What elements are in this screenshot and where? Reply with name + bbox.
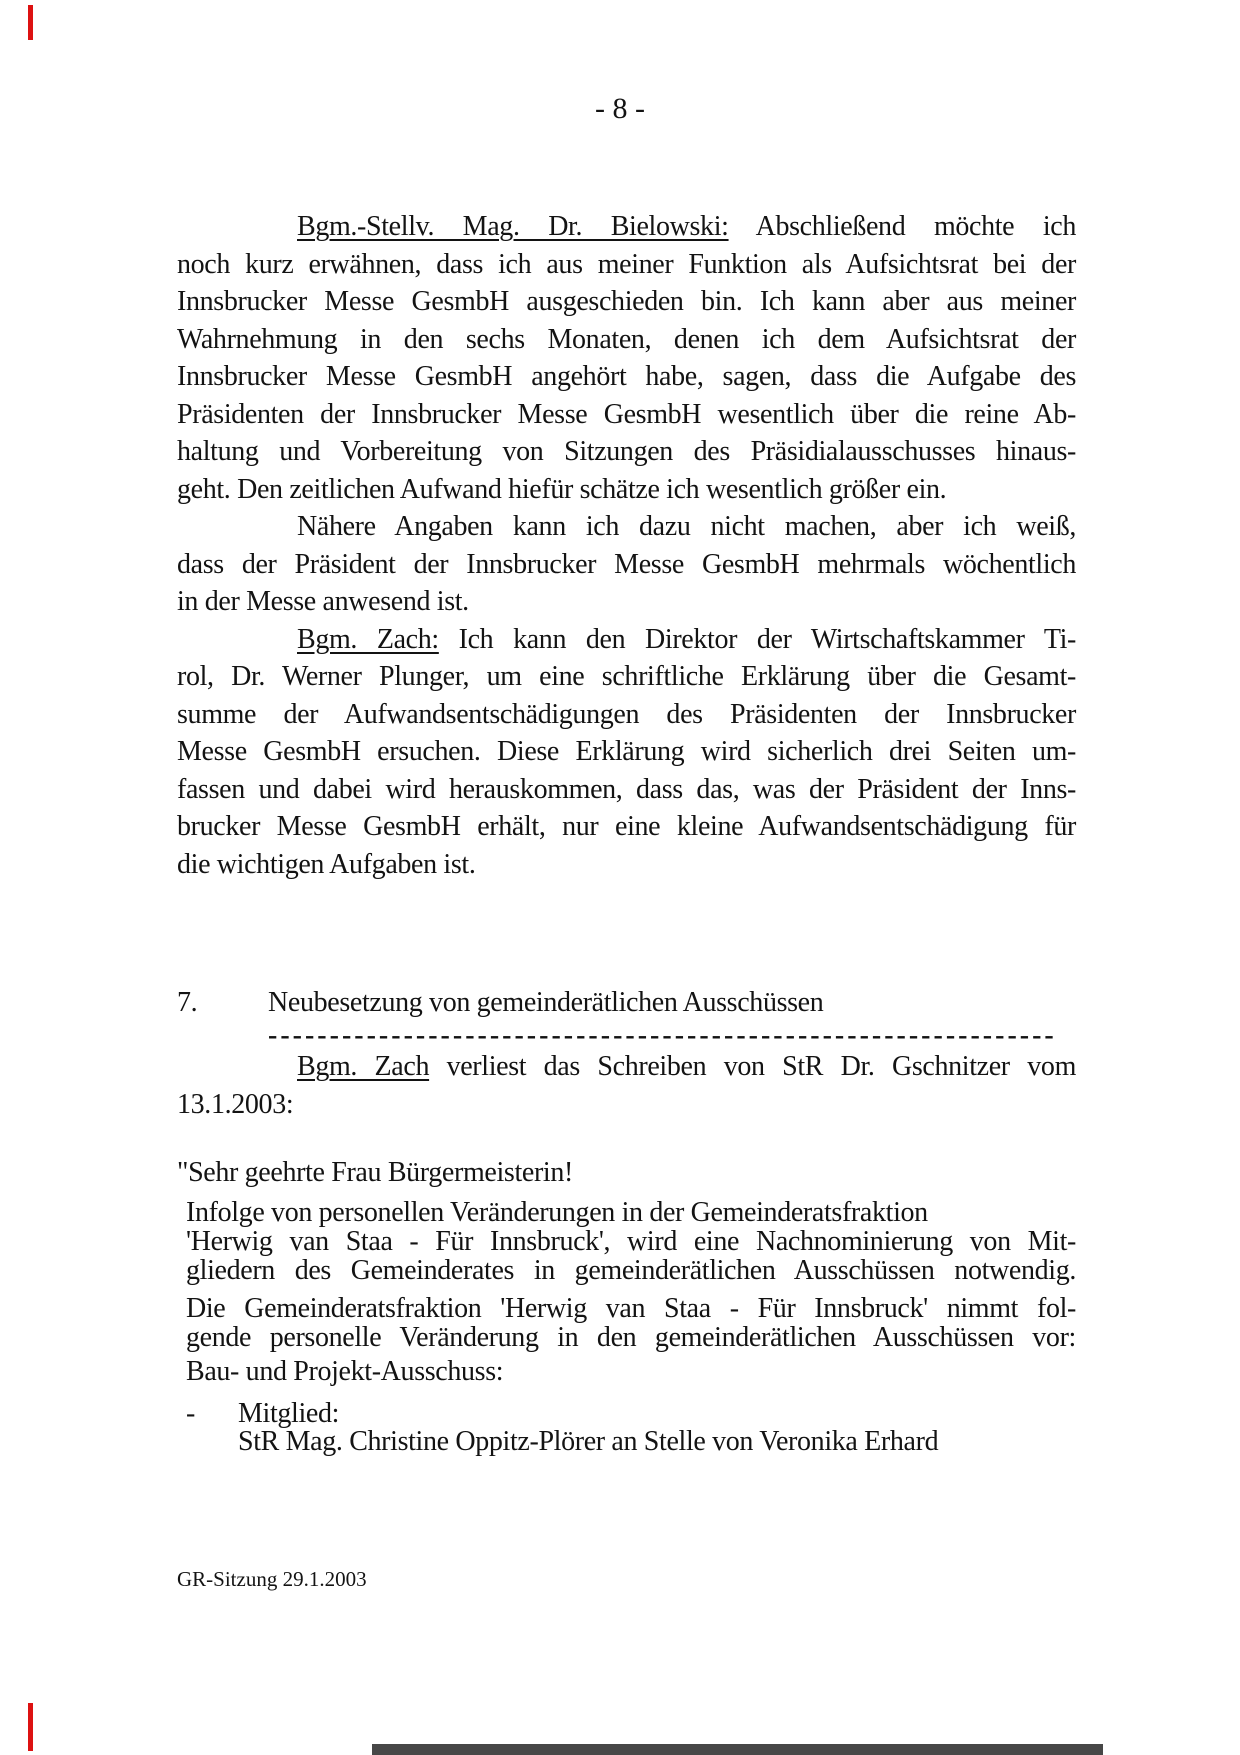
paragraph-zach-line bbox=[177, 621, 1076, 659]
list-item-label: Mitglied: bbox=[238, 1398, 340, 1429]
member-list-item bbox=[186, 1400, 1076, 1456]
list-dash: - bbox=[186, 1398, 195, 1429]
page-number: - 8 - bbox=[595, 92, 645, 125]
paragraph-zach-verliest-line bbox=[177, 1048, 1076, 1086]
list-item-label-line bbox=[186, 1400, 1076, 1428]
text-line: Die Gemeinderatsfraktion 'Herwig van Staa - Für Innsbruck' nimmt fol- bbox=[186, 1293, 1076, 1324]
text-line: Nähere Angaben kann ich dazu nicht machen, aber ich weiß, bbox=[297, 511, 1076, 542]
letter-salutation: "Sehr geehrte Frau Bürgermeisterin! bbox=[177, 1157, 573, 1188]
text-line: 'Herwig van Staa - Für Innsbruck', wird eine Nachnominierung von Mit- bbox=[186, 1226, 1076, 1257]
text-line: die wichtigen Aufgaben ist. bbox=[177, 848, 476, 880]
text-line: summe der Aufwandsentschädigungen des Präsidenten der Innsbrucker bbox=[177, 698, 1076, 730]
speaker-bielowski: Bgm.-Stellv. Mag. Dr. Bielowski: bbox=[297, 211, 729, 242]
text-line: Messe GesmbH ersuchen. Diese Erklärung wird sicherlich drei Seiten um- bbox=[177, 736, 1076, 767]
agenda-item-title: Neubesetzung von gemeinderätlichen Ausschüssen bbox=[268, 987, 824, 1018]
text-line: dass der Präsident der Innsbrucker Messe GesmbH mehrmals wöchentlich bbox=[177, 548, 1076, 580]
committee-heading: Bau- und Projekt-Ausschuss: bbox=[186, 1356, 504, 1387]
agenda-item-7-heading bbox=[177, 984, 1076, 1022]
text-line: haltung und Vorbereitung von Sitzungen des Präsidialausschusses hinaus- bbox=[177, 436, 1076, 467]
main-text-block bbox=[177, 208, 1076, 883]
text-run: verliest das Schreiben von StR Dr. Gschnitzer vom bbox=[429, 1051, 1076, 1082]
text-line: Innsbrucker Messe GesmbH ausgeschieden bin. Ich kann aber aus meiner bbox=[177, 286, 1076, 317]
page-footer: GR-Sitzung 29.1.2003 bbox=[177, 1567, 367, 1591]
scan-red-mark-top bbox=[28, 5, 33, 40]
speaker-zach-verliest: Bgm. Zach bbox=[297, 1051, 430, 1082]
text-line: gende personelle Veränderung in den gemeinderätlichen Ausschüssen vor: bbox=[186, 1322, 1076, 1353]
text-run: Abschließend möchte ich bbox=[728, 211, 1076, 242]
letter-paragraph-2 bbox=[186, 1294, 1076, 1352]
text-line: brucker Messe GesmbH erhält, nur eine kleine Aufwandsentschädigung für bbox=[177, 811, 1076, 842]
paragraph-bielowski-line bbox=[177, 208, 1076, 246]
speaker-zach: Bgm. Zach: bbox=[297, 623, 439, 655]
list-item-value: StR Mag. Christine Oppitz-Plörer an Stelle von Veronika Erhard bbox=[238, 1426, 939, 1457]
text-line: Präsidenten der Innsbrucker Messe GesmbH wesentlich über die reine Ab- bbox=[177, 398, 1076, 430]
text-line: noch kurz erwähnen, dass ich aus meiner Funktion als Aufsichtsrat bei der bbox=[177, 248, 1076, 280]
text-line: gliedern des Gemeinderates in gemeinderätlichen Ausschüssen notwendig. bbox=[186, 1255, 1076, 1286]
text-line: Innsbrucker Messe GesmbH angehört habe, sagen, dass die Aufgabe des bbox=[177, 361, 1076, 392]
heading-dashed-underline: ---------------------------------------------------------------- bbox=[268, 1020, 1057, 1051]
scan-bottom-bar bbox=[372, 1744, 1103, 1755]
text-line: 13.1.2003: bbox=[177, 1088, 294, 1120]
text-line: rol, Dr. Werner Plunger, um eine schriftliche Erklärung über die Gesamt- bbox=[177, 661, 1076, 692]
scan-red-mark-bottom bbox=[28, 1703, 33, 1751]
letter-paragraph-1 bbox=[186, 1198, 1076, 1285]
text-line: Infolge von personellen Veränderungen in der Gemeinderatsfraktion bbox=[186, 1197, 928, 1228]
text-line: geht. Den zeitlichen Aufwand hiefür schätze ich wesentlich größer ein. bbox=[177, 473, 947, 505]
text-line: in der Messe anwesend ist. bbox=[177, 586, 469, 617]
text-run: Ich kann den Direktor der Wirtschaftskammer Ti- bbox=[438, 623, 1076, 655]
text-line: fassen und dabei wird herauskommen, dass das, was der Präsident der Inns- bbox=[177, 773, 1076, 805]
text-line: Wahrnehmung in den sechs Monaten, denen ich dem Aufsichtsrat der bbox=[177, 323, 1076, 355]
verliest-paragraph bbox=[177, 1048, 1076, 1123]
agenda-item-number: 7. bbox=[177, 987, 198, 1018]
